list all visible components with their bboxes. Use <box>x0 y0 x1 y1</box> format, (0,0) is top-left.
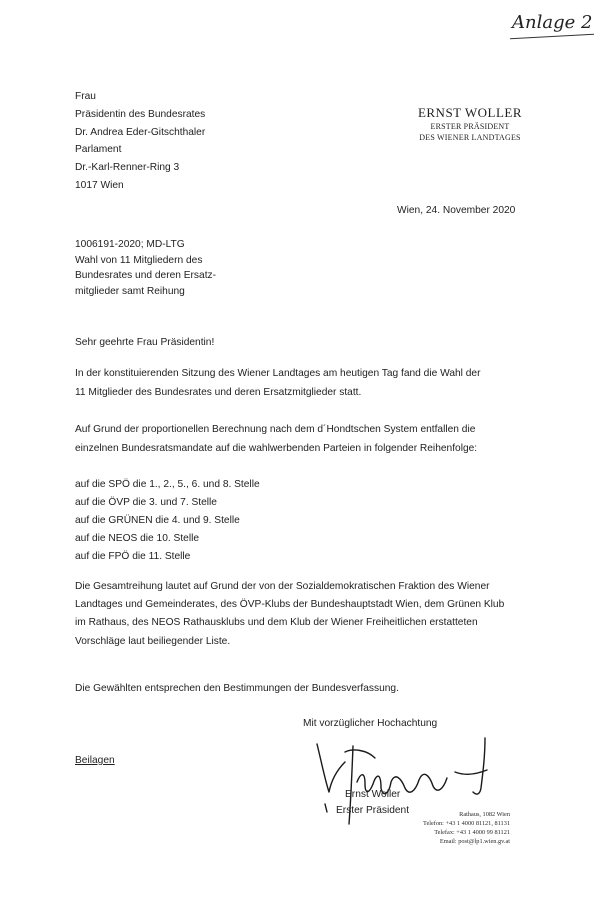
list-item: auf die GRÜNEN die 4. und 9. Stelle <box>75 515 240 526</box>
subject-block <box>75 236 216 299</box>
attachments-label: Beilagen <box>75 755 115 766</box>
salutation: Sehr geehrte Frau Präsidentin! <box>75 337 215 348</box>
paragraph-election <box>75 365 535 402</box>
subject-line: Bundesrates und deren Ersatz- <box>75 270 217 282</box>
recipient-line: Präsidentin des Bundesrates <box>75 108 206 120</box>
letterhead <box>390 104 550 143</box>
subject-line: Wahl von 11 Mitgliedern des <box>75 254 203 266</box>
recipient-line: Dr.-Karl-Renner-Ring 3 <box>75 162 180 174</box>
paragraph-line: Auf Grund der proportionellen Berechnung nach dem d´Hondtschen System entfallen die <box>75 424 476 435</box>
paragraph-line: Die Gesamtreihung lautet auf Grund der von der Sozialdemokratischen Fraktion des Wiener <box>75 581 490 592</box>
paragraph-line: Vorschläge laut beiliegender Liste. <box>75 635 231 647</box>
recipient-line: Dr. Andrea Eder-Gitschthaler <box>75 126 206 138</box>
signature-stroke <box>317 744 345 792</box>
recipient-line: 1017 Wien <box>75 179 124 191</box>
signature-stroke <box>325 804 327 812</box>
paragraph-line: Die Gewählten entsprechen den Bestimmungen der Bundesverfassung. <box>75 683 399 694</box>
paragraph-constitution <box>75 680 535 698</box>
subject-line: 1006191-2020; MD-LTG <box>75 239 185 250</box>
letterhead-title-line: DES WIENER LANDTAGES <box>419 133 521 142</box>
paragraph-line: im Rathaus, des NEOS Rathausklubs und dem Klub der Wiener Freiheitlichen erstatteten <box>75 617 478 629</box>
list-item: auf die NEOS die 10. Stelle <box>75 533 200 544</box>
contact-line: Telefax: +43 1 4000 99 81121 <box>434 829 510 836</box>
seat-allocation-list <box>75 476 260 566</box>
recipient-address <box>75 88 205 195</box>
signature-stroke <box>473 738 485 794</box>
contact-line: Rathaus, 1082 Wien <box>459 811 510 818</box>
subject-line: mitglieder samt Reihung <box>75 286 185 298</box>
letter-date: Wien, 24. November 2020 <box>397 205 516 216</box>
signature-stroke <box>345 750 375 758</box>
closing-phrase: Mit vorzüglicher Hochachtung <box>303 718 438 729</box>
paragraph-line: einzelnen Bundesratsmandate auf die wahlwerbenden Parteien in folgender Reihenfolge: <box>75 442 478 454</box>
letterhead-name: ERNST WOLLER <box>417 105 523 120</box>
paragraph-line: In der konstituierenden Sitzung des Wiener Landtages am heutigen Tag fand die Wahl der <box>75 368 481 379</box>
annex-underline <box>510 34 594 39</box>
paragraph-calculation <box>75 421 535 458</box>
list-item: auf die SPÖ die 1., 2., 5., 6. und 8. Stelle <box>75 479 260 490</box>
annex-mark: Anlage 2 <box>512 12 593 33</box>
contact-line: Email: post@lp1.wien.gv.at <box>439 838 510 845</box>
signer-title: Erster Präsident <box>336 805 410 816</box>
recipient-line: Parlament <box>75 144 122 156</box>
contact-block <box>404 810 510 846</box>
recipient-line: Frau <box>75 91 96 102</box>
list-item: auf die FPÖ die 11. Stelle <box>75 551 191 562</box>
paragraph-line: Landtages und Gemeinderates, des ÖVP-Klubs der Bundeshauptstadt Wien, dem Grünen Klub <box>75 599 505 611</box>
signer-name: Ernst Woller <box>345 789 401 800</box>
letterhead-title-line: ERSTER PRÄSIDENT <box>430 122 510 131</box>
paragraph-line: 11 Mitglieder des Bundesrates und deren Ersatzmitglieder statt. <box>75 386 362 398</box>
contact-line: Telefon: +43 1 4000 81121, 81131 <box>423 820 510 827</box>
list-item: auf die ÖVP die 3. und 7. Stelle <box>75 497 217 508</box>
paragraph-ranking <box>75 578 535 651</box>
